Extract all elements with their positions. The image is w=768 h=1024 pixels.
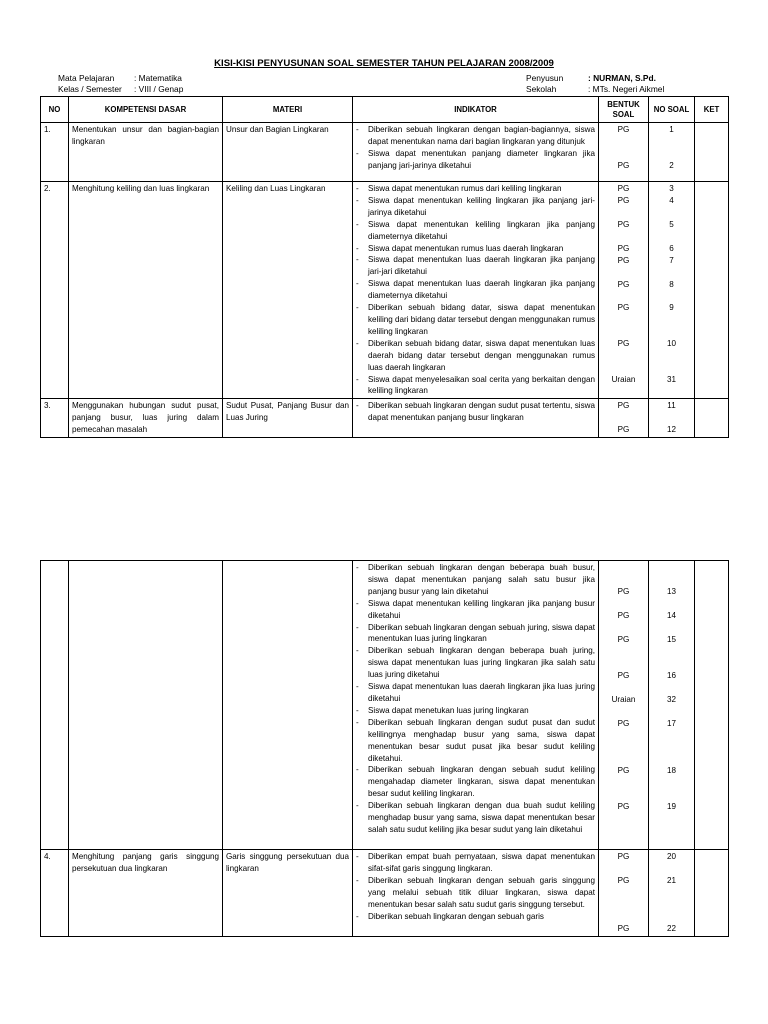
row-bentuk — [599, 561, 649, 850]
row-no: 1. — [41, 123, 69, 182]
bentuk-value: PG — [617, 195, 630, 205]
table-row — [41, 123, 729, 182]
indikator-item: - Diberikan sebuah bidang datar, siswa dapat menentukan keliling dari bidang datar tersebut dengan menggunakan rumus keliling lingkaran — [356, 302, 595, 338]
indikator-item: - Diberikan sebuah lingkaran dengan sebuah garis singgung yang melalui sebuah titik diluar lingkaran, siswa dapat menentukan besar salah satu sudut garis singgung tersebut. — [356, 875, 595, 911]
row-nosoal — [649, 561, 695, 850]
nosoal-value: 14 — [666, 610, 676, 620]
kelas-label: Kelas / Semester — [58, 84, 122, 94]
indikator-item: - Diberikan sebuah lingkaran dengan beberapa buah juring, siswa dapat menentukan luas juring lingkaran jika salah satu luas juring diketahui — [356, 645, 595, 681]
nosoal-value: 3 — [669, 184, 674, 193]
bentuk-value: PG — [617, 875, 630, 885]
bentuk-value: PG — [617, 160, 630, 170]
header-kompetensi-dasar: KOMPETENSI DASAR — [69, 97, 223, 123]
row-nosoal — [649, 850, 695, 937]
nosoal-value: 20 — [666, 852, 676, 861]
bentuk-value: PG — [617, 255, 630, 265]
table-row — [41, 182, 729, 399]
row-materi: Unsur dan Bagian Lingkaran — [223, 123, 353, 182]
table-row — [41, 850, 729, 937]
nosoal-value: 19 — [666, 802, 676, 812]
indikator-item: - Siswa dapat menentukan rumus dari keliling lingkaran — [356, 183, 595, 195]
indikator-item: - Diberikan sebuah lingkaran dengan dua buah sudut keliling menghadap busur yang sama, siswa dapat menentukan besar salah satu sudut keliling jika besar sudut yang lain diketahui — [356, 800, 595, 836]
nosoal-value: 12 — [666, 425, 676, 435]
bentuk-value: PG — [617, 610, 630, 620]
bentuk-value: PG — [617, 802, 630, 812]
mapel-label: Mata Pelajaran — [58, 73, 115, 83]
table-row-continued — [41, 561, 729, 850]
header-bentuk-line1: BENTUK — [607, 99, 640, 109]
meta-penyusun — [526, 73, 656, 84]
row-indikator — [353, 182, 599, 399]
nosoal-value: 18 — [666, 766, 676, 776]
indikator-item: - Diberikan sebuah lingkaran dengan beberapa buah busur, siswa dapat menentukan panjang salah satu busur jika panjang busur yang lain diketahui — [356, 562, 595, 598]
bentuk-value: PG — [617, 425, 630, 435]
row-kompetensi: Menentukan unsur dan bagian-bagian lingkaran — [69, 123, 223, 182]
mapel-value: : Matematika — [134, 73, 182, 83]
bentuk-value: PG — [617, 219, 630, 229]
indikator-item: - Siswa dapat menentukan luas daerah lingkaran jika panjang diameternya diketahui — [356, 278, 595, 302]
row-nosoal — [649, 399, 695, 438]
indikator-item: - Diberikan sebuah lingkaran dengan sebuah juring, siswa dapat menentukan luas juring lingkaran — [356, 622, 595, 646]
row-materi: Keliling dan Luas Lingkaran — [223, 182, 353, 399]
bentuk-value: PG — [617, 923, 630, 933]
kisi-kisi-table-2 — [40, 560, 729, 937]
row-no: 4. — [41, 850, 69, 937]
row-ket — [695, 850, 729, 937]
nosoal-value: 16 — [666, 670, 676, 680]
row-ket — [695, 123, 729, 182]
penyusun-label: Penyusun — [526, 73, 564, 83]
bentuk-value: PG — [617, 279, 630, 289]
header-bentuk-line2: SOAL — [612, 109, 635, 119]
row-ket — [695, 561, 729, 850]
meta-sekolah — [526, 84, 664, 95]
bentuk-value: PG — [617, 339, 630, 349]
document-title: KISI-KISI PENYUSUNAN SOAL SEMESTER TAHUN PELAJARAN 2008/2009 — [214, 58, 554, 69]
row-indikator — [353, 850, 599, 937]
row-indikator — [353, 561, 599, 850]
row-bentuk — [599, 399, 649, 438]
row-bentuk — [599, 123, 649, 182]
row-ket — [695, 182, 729, 399]
nosoal-value: 9 — [669, 303, 674, 313]
header-indikator: INDIKATOR — [353, 97, 599, 123]
nosoal-value: 4 — [669, 195, 674, 205]
indikator-item: - Diberikan empat buah pernyataan, siswa dapat menentukan sifat-sifat garis singgung lingkaran. — [356, 851, 595, 875]
indikator-item: - Siswa dapat menentukan keliling lingkaran jika panjang diameternya diketahui — [356, 219, 595, 243]
meta-kelas — [58, 84, 183, 95]
row-nosoal — [649, 123, 695, 182]
row-kompetensi: Menghitung keliling dan luas lingkaran — [69, 182, 223, 399]
indikator-item: - Siswa dapat menentukan keliling lingkaran jika panjang jari-jarinya diketahui — [356, 195, 595, 219]
nosoal-value: 22 — [666, 923, 676, 933]
indikator-item: - Siswa dapat menyelesaikan soal cerita yang berkaitan dengan keliling lingkaran — [356, 374, 595, 398]
row-indikator — [353, 399, 599, 438]
nosoal-value: 5 — [669, 219, 674, 229]
bentuk-value: PG — [617, 634, 630, 644]
table-header-row — [41, 97, 729, 123]
nosoal-value: 7 — [669, 255, 674, 265]
row-no: 2. — [41, 182, 69, 399]
nosoal-value: 31 — [666, 375, 676, 385]
nosoal-value: 17 — [666, 718, 676, 728]
nosoal-value: 1 — [669, 125, 674, 134]
nosoal-value: 6 — [669, 243, 674, 253]
row-materi: Sudut Pusat, Panjang Busur dan Luas Juring — [223, 399, 353, 438]
penyusun-value: : NURMAN, S.Pd. — [588, 73, 656, 83]
indikator-item: - Siswa dapat menentukan keliling lingkaran jika panjang busur diketahui — [356, 598, 595, 622]
row-bentuk — [599, 850, 649, 937]
row-ket — [695, 399, 729, 438]
indikator-item: - Diberikan sebuah lingkaran dengan sudut pusat dan sudut kelilingnya menghadap busur yang sama, siswa dapat menentukan besar sudut pusat jika besar sudut keliling diketahui. — [356, 717, 595, 765]
meta-mapel — [58, 73, 182, 84]
indikator-item: - Siswa dapat menentukan panjang diameter lingkaran jika panjang jari-jarinya diketahui — [356, 148, 595, 172]
bentuk-value: PG — [617, 243, 630, 253]
header-materi: MATERI — [223, 97, 353, 123]
row-no — [41, 561, 69, 850]
bentuk-value: PG — [617, 852, 630, 861]
indikator-item: - Diberikan sebuah lingkaran dengan sebuah sudut keliling mengahadap diameter lingkaran, siswa dapat menentukan besar sudut keliling lingkaran. — [356, 764, 595, 800]
sekolah-label: Sekolah — [526, 84, 557, 94]
kisi-kisi-table-1 — [40, 96, 729, 438]
bentuk-value: PG — [617, 670, 630, 680]
nosoal-value: 11 — [667, 401, 676, 411]
nosoal-value: 8 — [669, 279, 674, 289]
nosoal-value: 10 — [666, 339, 676, 349]
row-kompetensi — [69, 561, 223, 850]
indikator-item: - Diberikan sebuah lingkaran dengan bagian-bagiannya, siswa dapat menentukan nama dari bagian lingkaran yang ditunjuk — [356, 124, 595, 148]
header-no: NO — [41, 97, 69, 123]
nosoal-value: 13 — [666, 587, 676, 596]
kelas-value: : VIII / Genap — [134, 84, 184, 94]
indikator-item: - Siswa dapat menetukan luas juring lingkaran — [356, 705, 595, 717]
indikator-item: - Diberikan sebuah lingkaran dengan sebuah garis — [356, 911, 595, 923]
nosoal-value: 21 — [666, 875, 676, 885]
indikator-item: - Diberikan sebuah lingkaran dengan sudut pusat tertentu, siswa dapat menentukan panjang busur lingkaran — [356, 400, 595, 424]
row-materi — [223, 561, 353, 850]
header-bentuk-soal — [599, 97, 649, 123]
bentuk-value: PG — [617, 303, 630, 313]
header-no-soal: NO SOAL — [649, 97, 695, 123]
bentuk-value: PG — [617, 125, 630, 134]
nosoal-value: 15 — [666, 634, 676, 644]
bentuk-value: PG — [617, 587, 630, 596]
row-indikator — [353, 123, 599, 182]
nosoal-value: 2 — [669, 160, 674, 170]
sekolah-value: : MTs. Negeri Aikmel — [588, 84, 665, 94]
indikator-item: - Siswa dapat menentukan rumus luas daerah lingkaran — [356, 243, 595, 255]
bentuk-value: Uraian — [611, 694, 636, 704]
row-bentuk — [599, 182, 649, 399]
table-row — [41, 399, 729, 438]
row-kompetensi: Menghitung panjang garis singgung persekutuan dua lingkaran — [69, 850, 223, 937]
header-ket: KET — [695, 97, 729, 123]
bentuk-value: PG — [617, 766, 630, 776]
indikator-item: - Siswa dapat menentukan luas daerah lingkaran jika luas juring diketahui — [356, 681, 595, 705]
bentuk-value: Uraian — [611, 375, 636, 385]
row-materi: Garis singgung persekutuan dua lingkaran — [223, 850, 353, 937]
row-kompetensi: Menggunakan hubungan sudut pusat, panjang busur, luas juring dalam pemecahan masalah — [69, 399, 223, 438]
row-no: 3. — [41, 399, 69, 438]
bentuk-value: PG — [617, 401, 630, 411]
indikator-item: - Siswa dapat menentukan luas daerah lingkaran jika panjang jari-jari diketahui — [356, 254, 595, 278]
nosoal-value: 32 — [666, 694, 676, 704]
row-nosoal — [649, 182, 695, 399]
bentuk-value: PG — [617, 184, 630, 193]
bentuk-value: PG — [617, 718, 630, 728]
indikator-item: - Diberikan sebuah bidang datar, siswa dapat menentukan luas daerah bidang datar tersebut dengan menggunakan rumus luas daerah lingkaran — [356, 338, 595, 374]
